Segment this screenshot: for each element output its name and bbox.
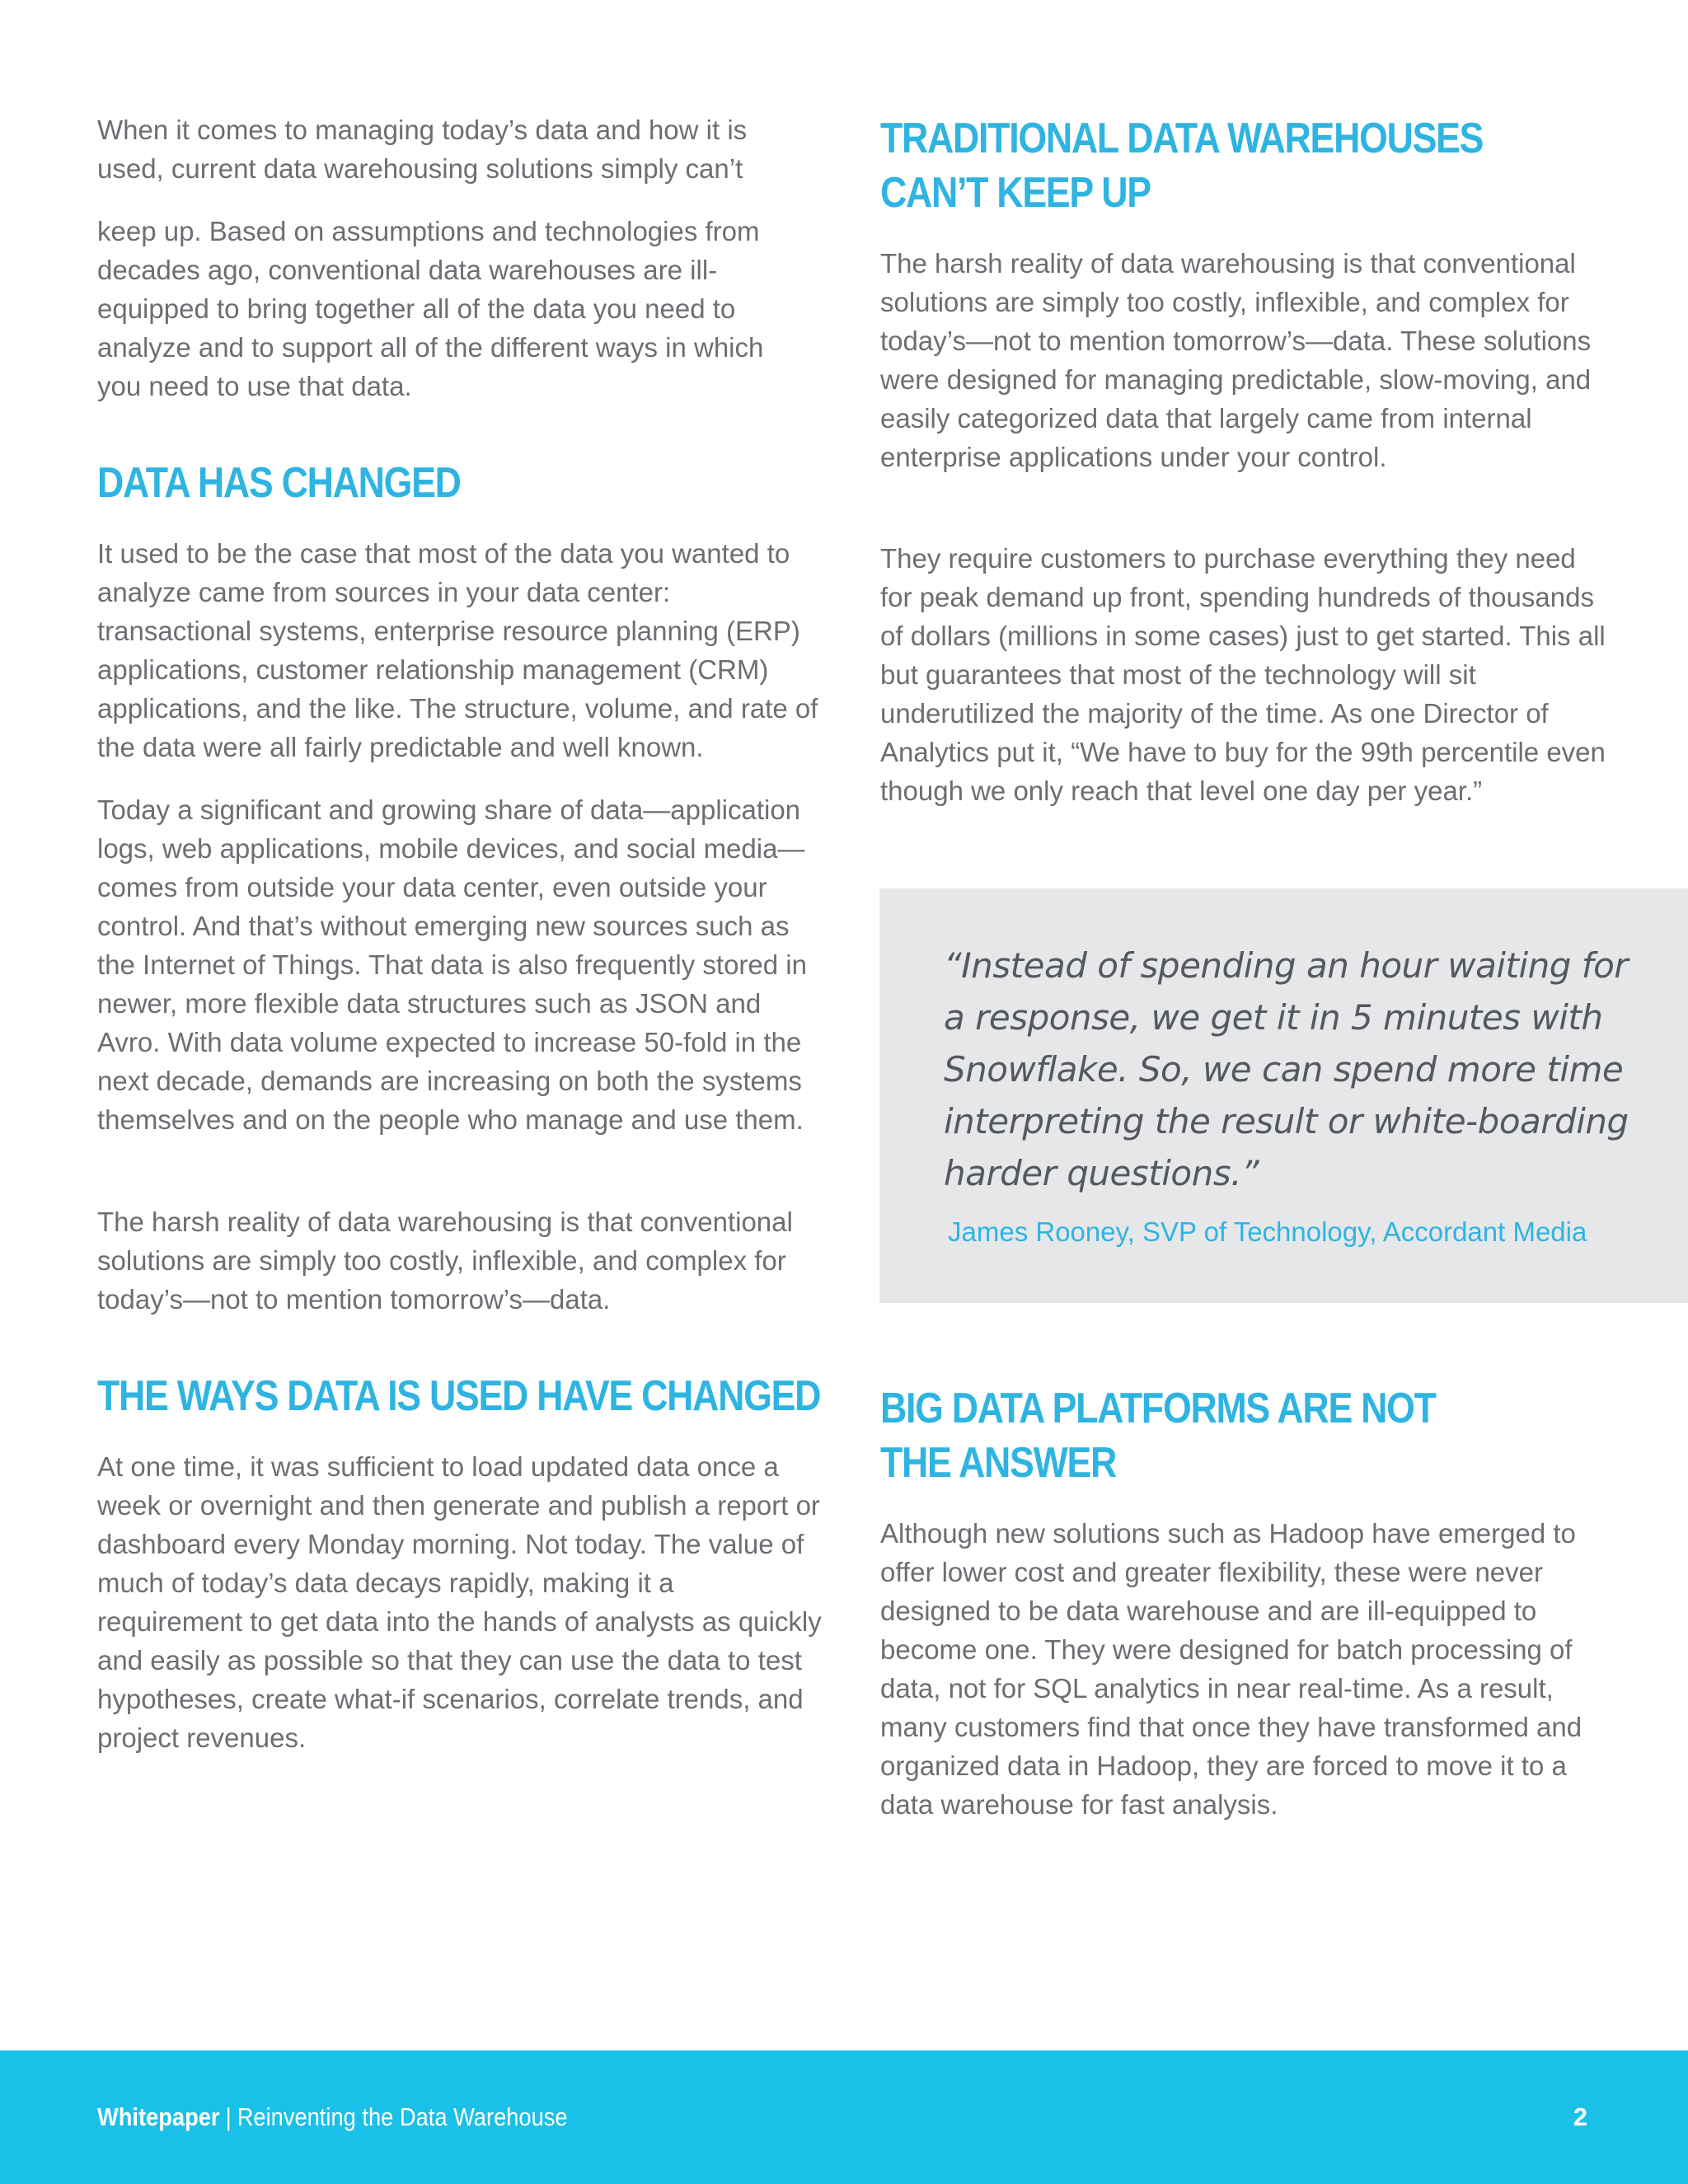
heading-big-data-line-1: BIG DATA PLATFORMS ARE NOT	[880, 1385, 1436, 1432]
footer-bar	[0, 2050, 1688, 2184]
footer-separator: |	[225, 2102, 232, 2131]
heading-traditional-dw-line-1: TRADITIONAL DATA WAREHOUSES	[880, 115, 1484, 162]
data-changed-paragraph-1: It used to be the case that most of the data you wanted to analyze came from sources in your data center: transactional systems, enterprise resource planning (ERP) applications, customer relationship management (CRM) applications, and the like. The structure, volume, and rate of the data were all fairly predictable and well known.	[97, 538, 818, 762]
heading-data-has-changed: DATA HAS CHANGED	[97, 459, 461, 507]
quote-attribution: James Rooney, SVP of Technology, Accordant Media	[948, 1216, 1587, 1247]
heading-big-data-line-2: THE ANSWER	[880, 1439, 1117, 1487]
ways-data-used-paragraph: At one time, it was sufficient to load updated data once a week or overnight and then generate and publish a report or dashboard every Monday morning. Not today. The value of much of today’s data decays rapidly, making it a requirement to get data into the hands of analysts as quickly and easily as possible so that they can use the data to test hypotheses, create what-if scenarios, correlate trends, and project revenues.	[97, 1451, 822, 1753]
quote-box	[879, 888, 1688, 1303]
traditional-dw-paragraph-2: They require customers to purchase everything they need for peak demand up front, spending hundreds of thousands of dollars (millions in some cases) just to get started. This all but guarantees that most of the technology will sit underutilized the majority of the time. As one Director of Analytics put it, “We have to buy for the 99th percentile even though we only reach that level one day per year.”	[880, 543, 1606, 806]
data-changed-paragraph-3: The harsh reality of data warehousing is that conventional solutions are simply too costly, inflexible, and complex for today’s—not to mention tomorrow’s—data.	[97, 1207, 793, 1315]
heading-ways-data-used-changed: THE WAYS DATA IS USED HAVE CHANGED	[97, 1372, 821, 1420]
footer-doc-title	[97, 2100, 568, 2135]
quote-text: “Instead of spending an hour waiting for a response, we get it in 5 minutes with Snowflake. So, we can spend more time interpreting the result or white-boarding harder questions.”	[944, 945, 1629, 1193]
footer-subtitle: Reinventing the Data Warehouse	[237, 2102, 568, 2131]
traditional-dw-paragraph-1: The harsh reality of data warehousing is that conventional solutions are simply too costly, inflexible, and complex for today’s—not to mention tomorrow’s—data. These solutions were designed for managing predictable, slow-moving, and easily categorized data that largely came from internal enterprise applications under your control.	[880, 248, 1592, 472]
big-data-paragraph: Although new solutions such as Hadoop have emerged to offer lower cost and greater flexibility, these were never designed to be data warehouse and are ill-equipped to become one. They were designed for batch processing of data, not for SQL analytics in near real-time. As a result, many customers find that once they have transformed and organized data in Hadoop, they are forced to move it to a data warehouse for fast analysis.	[880, 1518, 1582, 1820]
footer-label: Whitepaper	[97, 2102, 220, 2131]
intro-paragraph-2: keep up. Based on assumptions and technologies from decades ago, conventional data warehouses are ill-equipped to bring together all of the data you need to analyze and to support all of the different ways in which you need to use that data.	[97, 216, 764, 401]
page-number: 2	[1573, 2102, 1587, 2131]
data-changed-paragraph-2: Today a significant and growing share of data—application logs, web applications, mobile devices, and social media—comes from outside your data center, even outside your control. And that’s without emerging new sources such as the Internet of Things. That data is also frequently stored in newer, more flexible data structures such as JSON and Avro. With data volume expected to increase 50-fold in the next decade, demands are increasing on both the systems themselves and on the people who manage and use them.	[97, 794, 807, 1135]
intro-paragraph-1: When it comes to managing today’s data and how it is used, current data warehousing solutions simply can’t	[97, 115, 748, 184]
heading-traditional-dw-line-2: CAN’T KEEP UP	[880, 169, 1151, 217]
